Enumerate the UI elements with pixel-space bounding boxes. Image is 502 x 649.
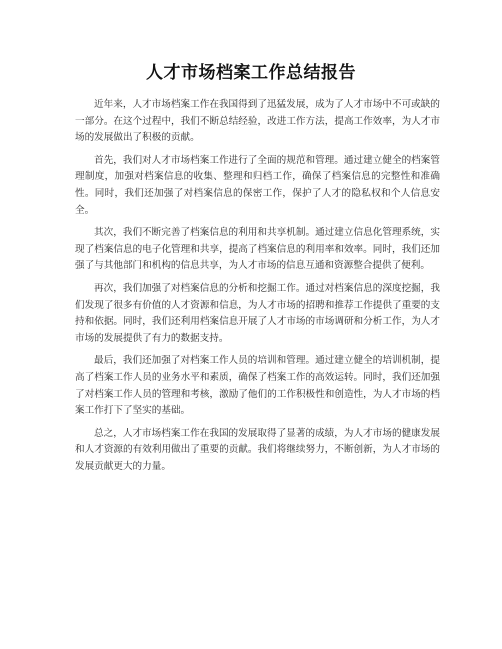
paragraph-first: 首先，我们对人才市场档案工作进行了全面的规范和管理。通过建立健全的档案管理制度，加强对档案信息的收集、整理和归档工作，确保了档案信息的完整性和准确性。同时，我们还加强了对档案信息的保密工作，保护了人才的隐私权和个人信息安全。 xyxy=(75,154,440,216)
paragraph-second: 其次，我们不断完善了档案信息的利用和共享机制。通过建立信息化管理系统，实现了档案信息的电子化管理和共享，提高了档案信息的利用率和效率。同时，我们还加强了与其他部门和机构的信息共享，为人才市场的信息互通和资源整合提供了便利。 xyxy=(75,227,440,272)
document-body xyxy=(75,97,440,481)
paragraph-conclusion: 总之，人才市场档案工作在我国的发展取得了显著的成绩，为人才市场的健康发展和人才资源的有效利用做出了重要的贡献。我们将继续努力，不断创新，为人才市场的发展贡献更大的力量。 xyxy=(75,427,440,472)
paragraph-fourth: 最后，我们还加强了对档案工作人员的培训和管理。通过建立健全的培训机制，提高了档案工作人员的业务水平和素质，确保了档案工作的高效运转。同时，我们还加强了对档案工作人员的管理和考核，激励了他们的工作积极性和创造性，为人才市场的档案工作打下了坚实的基础。 xyxy=(75,355,440,417)
document-title: 人才市场档案工作总结报告 xyxy=(146,63,356,83)
paragraph-intro: 近年来，人才市场档案工作在我国得到了迅猛发展，成为了人才市场中不可或缺的一部分。在这个过程中，我们不断总结经验，改进工作方法，提高工作效率，为人才市场的发展做出了积极的贡献。 xyxy=(75,99,440,144)
paragraph-third: 再次，我们加强了对档案信息的分析和挖掘工作。通过对档案信息的深度挖掘，我们发现了很多有价值的人才资源和信息，为人才市场的招聘和推荐工作提供了重要的支持和依据。同时，我们还利用档案信息开展了人才市场的市场调研和分析工作，为人才市场的发展提供了有力的数据支持。 xyxy=(75,282,440,344)
